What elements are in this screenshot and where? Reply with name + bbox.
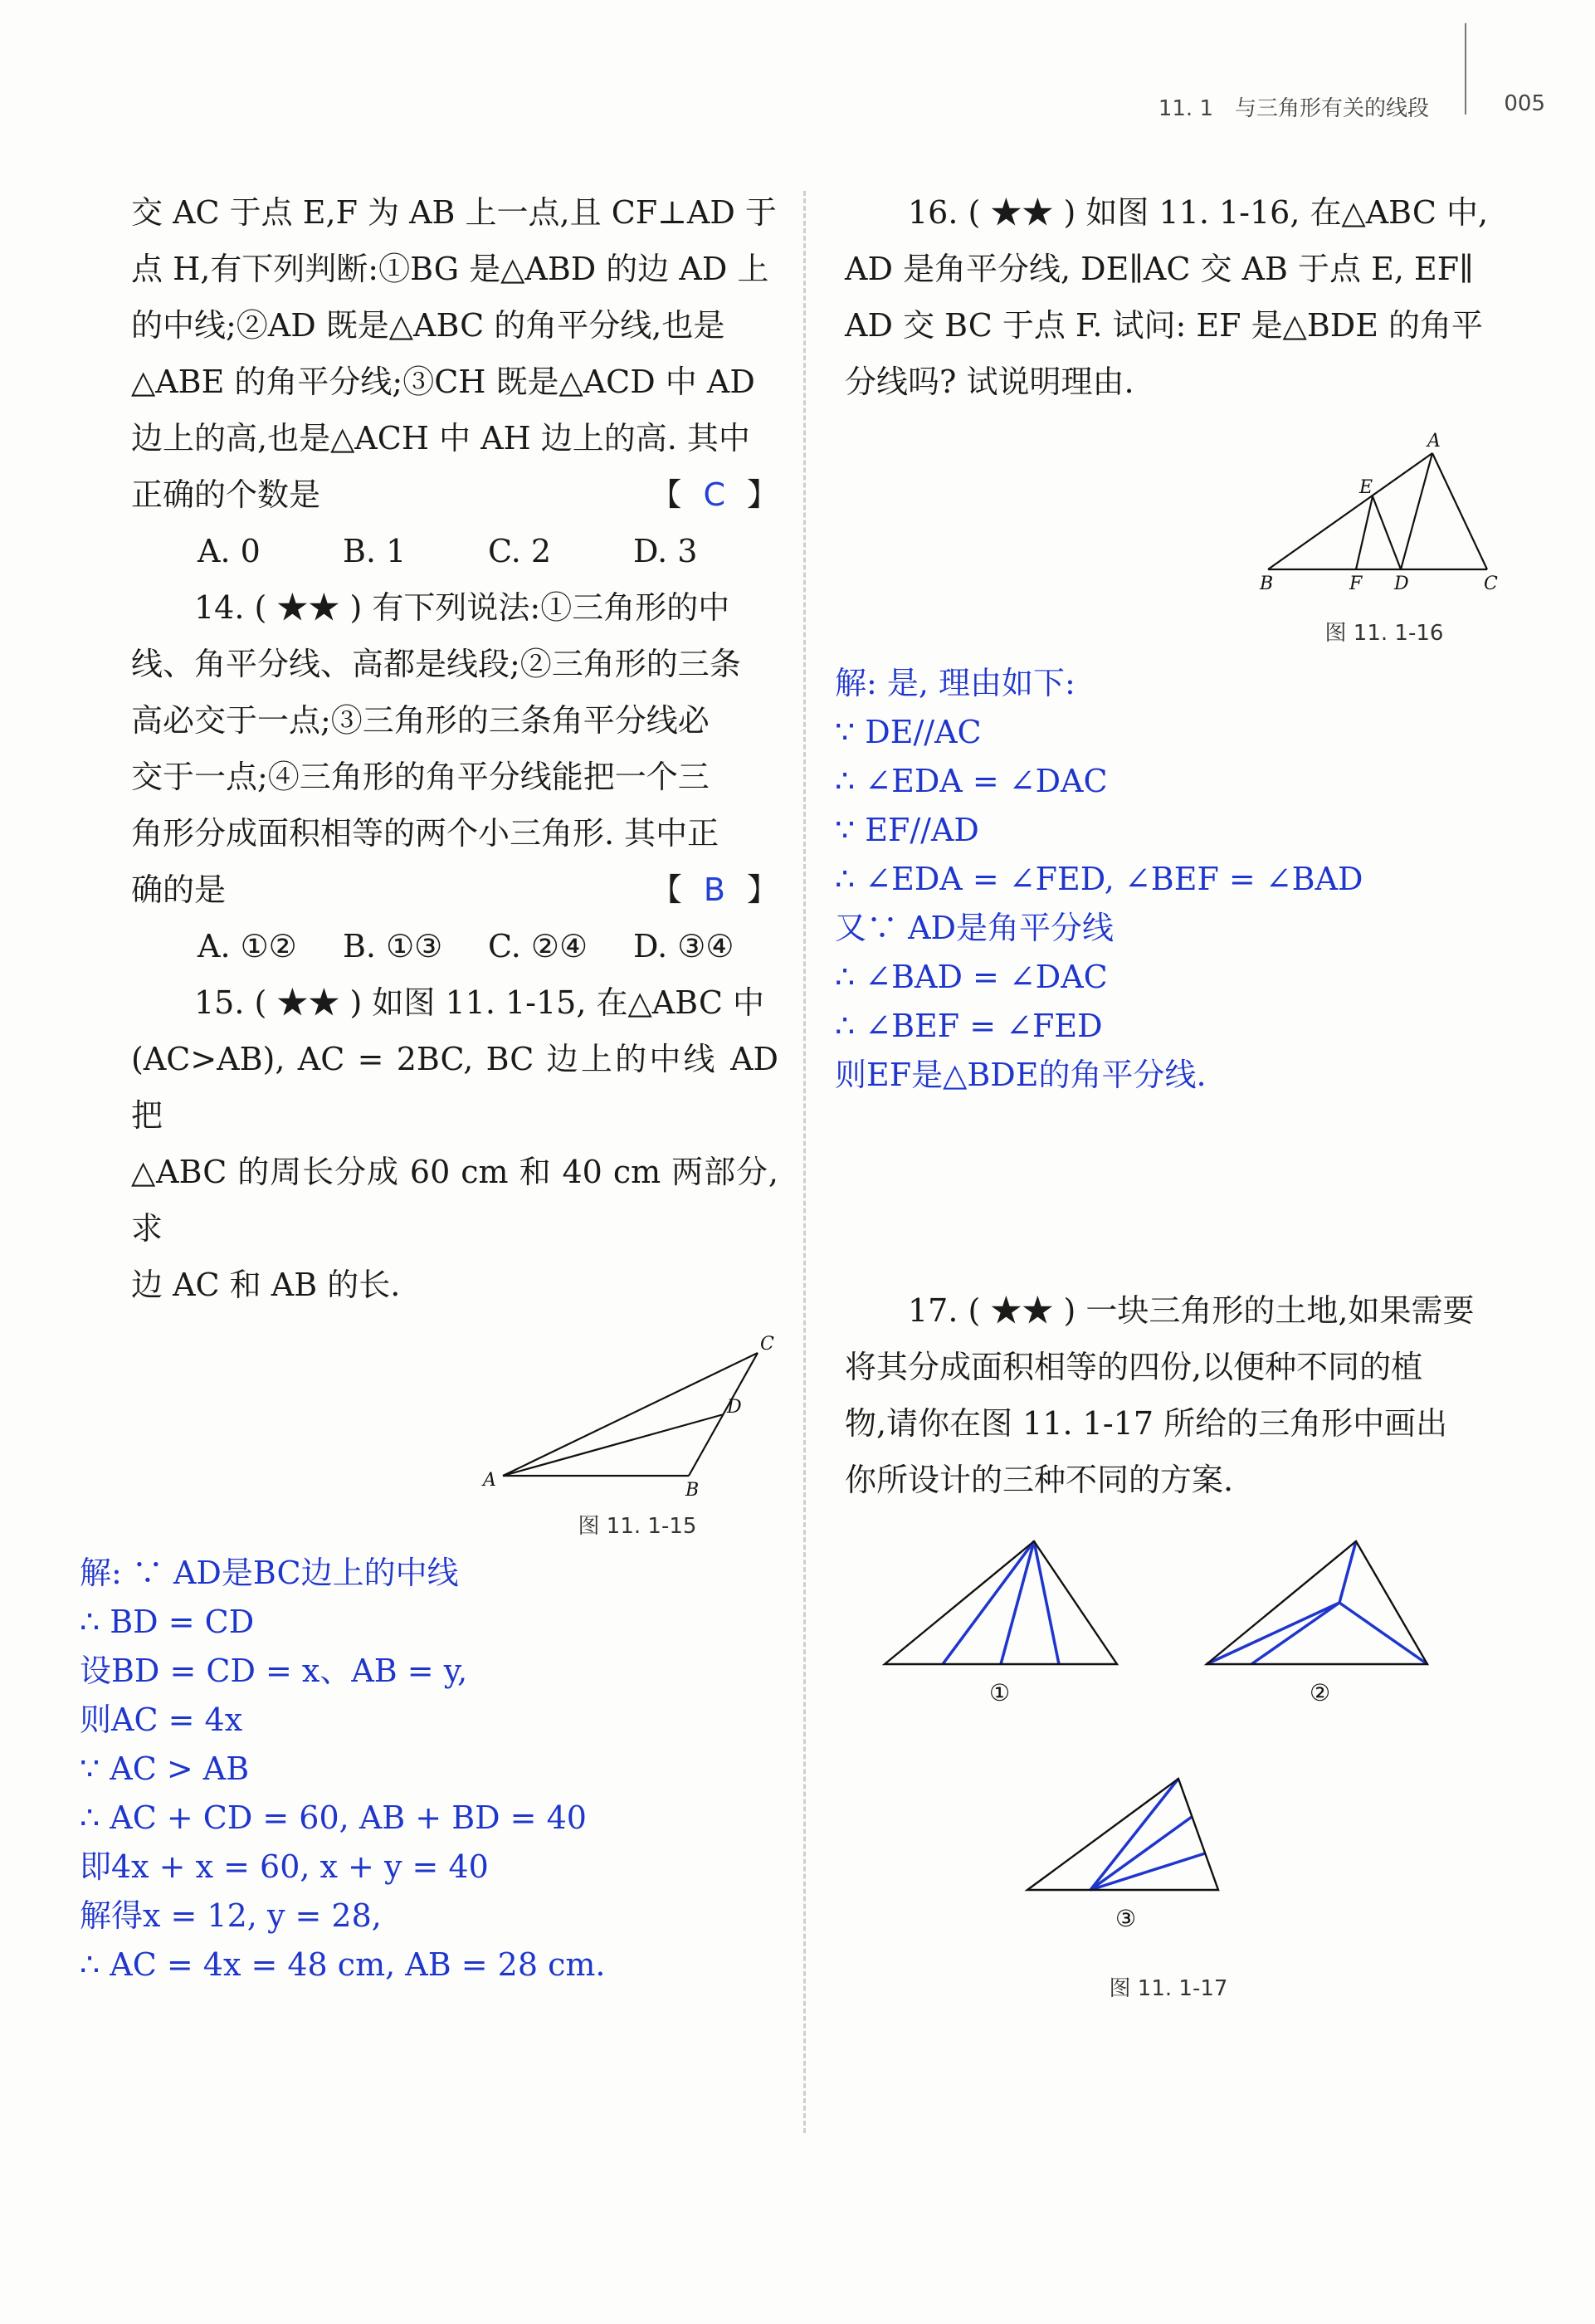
label-e: E: [1359, 477, 1373, 498]
q17-line: 17. ( ★★ ) 一块三角形的土地,如果需要: [908, 1292, 1475, 1329]
q16-line: 16. ( ★★ ) 如图 11. 1-16, 在△ABC 中,: [908, 194, 1489, 231]
segment-ef: [1356, 496, 1373, 569]
solution-line: 则AC = 4x: [80, 1702, 243, 1738]
label-c: C: [1484, 574, 1498, 594]
q16-line: 分线吗? 试说明理由.: [845, 364, 1134, 400]
solution-16: [835, 659, 1500, 1100]
right-column: [835, 184, 1500, 2014]
partition-line: [1207, 1603, 1339, 1664]
q16-line: AD 交 BC 于点 F. 试问: EF 是△BDE 的角平: [845, 307, 1484, 344]
q14-line: 交于一点;④三角形的角平分线能把一个三: [131, 759, 710, 795]
label-d: D: [1394, 574, 1409, 594]
q14-options: [131, 918, 778, 974]
option: B. ①③: [343, 928, 443, 964]
page-number: 005: [1504, 91, 1545, 116]
partition-line: [1251, 1603, 1339, 1664]
left-column: [80, 184, 778, 1990]
scheme-3: [1027, 1779, 1218, 1932]
partition-line: [943, 1541, 1034, 1664]
figure-11-1-15: [131, 1325, 778, 1540]
label-d: D: [727, 1397, 742, 1418]
q16-line: AD 是角平分线, DE∥AC 交 AB 于点 E, EF∥: [845, 251, 1474, 287]
triangle: [885, 1541, 1117, 1664]
solution-line: 设BD = CD = x、AB = y,: [80, 1653, 468, 1689]
segment-ac: [1432, 453, 1487, 569]
answer-bracket: 【 C 】: [650, 476, 778, 513]
q13-line: △ABE 的角平分线;③CH 既是△ACD 中 AD: [131, 364, 755, 400]
triangle: [1027, 1779, 1218, 1890]
label-b: B: [685, 1480, 700, 1499]
solution-line: ∵ AC > AB: [80, 1750, 250, 1787]
scheme-label: ②: [1310, 1679, 1331, 1706]
q14-last-row: [131, 862, 778, 918]
q14-line: 14. ( ★★ ) 有下列说法:①三角形的中: [194, 589, 730, 626]
q13-options: [131, 523, 778, 579]
solution-line: ∵ DE//AC: [835, 714, 982, 750]
option: D. ③④: [633, 928, 734, 964]
label-a: A: [483, 1470, 496, 1491]
question-14: [131, 579, 778, 974]
partition-line: [1339, 1541, 1356, 1603]
option: D. 3: [633, 533, 698, 569]
solution-line: 即4x + x = 60, x + y = 40: [80, 1848, 489, 1885]
question-16: [845, 184, 1500, 410]
segment-ab: [1268, 453, 1432, 569]
solution-line: ∴ ∠BAD = ∠DAC: [835, 959, 1108, 995]
q17-line: 你所设计的三种不同的方案.: [845, 1462, 1234, 1498]
solution-line: 则EF是△BDE的角平分线.: [835, 1057, 1207, 1093]
triangle-figure: [845, 418, 1500, 601]
q15-line: △ABC 的周长分成 60 cm 和 40 cm 两部分,求: [131, 1154, 778, 1247]
solution-15: [80, 1549, 778, 1990]
solution-line: 解: 是, 理由如下:: [835, 665, 1076, 701]
solution-line: ∴ AC + CD = 60, AB + BD = 40: [80, 1799, 587, 1836]
figure-caption: 图 11. 1-15: [578, 1514, 697, 1539]
q15-line: 15. ( ★★ ) 如图 11. 1-15, 在△ABC 中: [194, 984, 764, 1021]
q13-line: 正确的个数是: [131, 476, 321, 513]
figure-11-1-16: [845, 418, 1500, 659]
figure-caption: 图 11. 1-16: [1324, 621, 1444, 646]
partition-line: [1339, 1603, 1427, 1664]
header-divider: [1465, 23, 1466, 115]
option: A. 0: [198, 533, 261, 569]
q14-line: 线、角平分线、高都是线段;②三角形的三条: [131, 646, 741, 682]
q17-line: 将其分成面积相等的四份,以便种不同的植: [845, 1349, 1423, 1385]
segment-de: [1373, 496, 1401, 569]
scheme-label: ①: [989, 1679, 1011, 1706]
question-13: [131, 184, 778, 579]
q13-line: 点 H,有下列判断:①BG 是△ABD 的边 AD 上: [131, 251, 769, 287]
section-title: 11. 1 与三角形有关的线段: [1158, 96, 1429, 121]
q15-line: (AC>AB), AC = 2BC, BC 边上的中线 AD 把: [131, 1041, 778, 1134]
figure-caption: 图 11. 1-17: [1109, 1976, 1228, 2001]
label-b: B: [1260, 574, 1274, 594]
partition-line: [1001, 1541, 1034, 1664]
q13-line: 交 AC 于点 E,F 为 AB 上一点,且 CF⊥AD 于: [131, 194, 777, 231]
segment-ac: [503, 1353, 758, 1476]
answer-bracket: 【 B 】: [650, 872, 778, 908]
solution-line: ∴ BD = CD: [80, 1604, 255, 1640]
option: B. 1: [343, 533, 407, 569]
label-a: A: [1427, 431, 1441, 452]
solution-line: ∴ AC = 4x = 48 cm, AB = 28 cm.: [80, 1946, 606, 1983]
solution-line: 解得x = 12, y = 28,: [80, 1897, 382, 1934]
q17-line: 物,请你在图 11. 1-17 所给的三角形中画出: [845, 1405, 1448, 1442]
partition-schemes: [845, 1525, 1500, 1973]
triangle-figure: [131, 1325, 778, 1499]
scheme-label: ③: [1115, 1905, 1137, 1932]
q13-answer: C: [703, 476, 725, 513]
scheme-2: [1207, 1541, 1427, 1706]
page-header: [715, 81, 1545, 123]
column-divider: [803, 191, 806, 2133]
q13-line: 边上的高,也是△ACH 中 AH 边上的高. 其中: [131, 420, 750, 456]
solution-line: ∴ ∠BEF = ∠FED: [835, 1008, 1103, 1044]
segment-ad: [1401, 453, 1432, 569]
q14-line: 角形分成面积相等的两个小三角形. 其中正: [131, 815, 719, 852]
q14-answer: B: [703, 872, 725, 908]
solution-line: ∴ ∠EDA = ∠FED, ∠BEF = ∠BAD: [835, 861, 1363, 897]
question-17: [845, 1282, 1500, 1508]
q15-line: 边 AC 和 AB 的长.: [131, 1267, 401, 1303]
option: A. ①②: [198, 928, 297, 964]
label-f: F: [1349, 574, 1363, 594]
figure-11-1-17: [845, 1525, 1500, 2014]
partition-line: [1090, 1853, 1205, 1890]
solution-line: 又∵ AD是角平分线: [835, 910, 1114, 946]
q13-last-row: [131, 466, 778, 523]
solution-line: 解: ∵ AD是BC边上的中线: [80, 1555, 459, 1591]
solution-line: ∵ EF//AD: [835, 812, 979, 848]
q13-line: 的中线;②AD 既是△ABC 的角平分线,也是: [131, 307, 725, 344]
option: C. 2: [488, 533, 552, 569]
scheme-1: [885, 1541, 1117, 1706]
label-c: C: [760, 1334, 774, 1355]
question-15: [131, 974, 778, 1313]
solution-line: ∴ ∠EDA = ∠DAC: [835, 763, 1108, 799]
q14-line: 确的是: [131, 872, 227, 908]
q14-line: 高必交于一点;③三角形的三条角平分线必: [131, 702, 710, 739]
option: C. ②④: [488, 928, 588, 964]
triangle: [1207, 1541, 1427, 1664]
